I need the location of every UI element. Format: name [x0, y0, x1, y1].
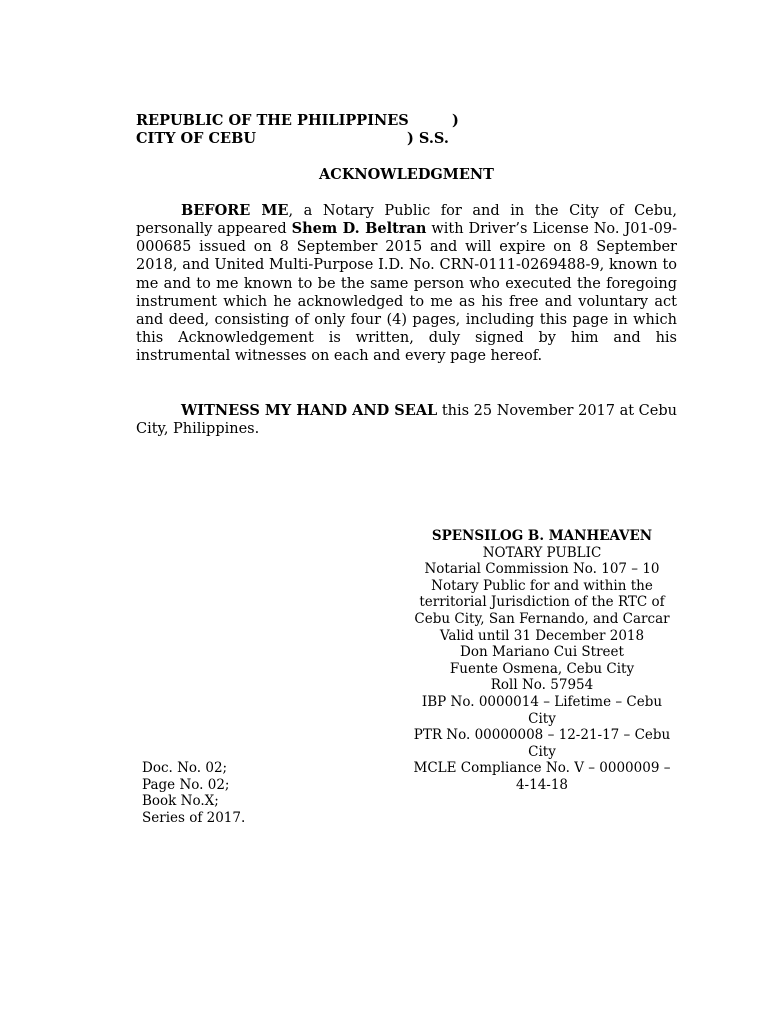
venue-line-republic — [136, 112, 459, 130]
ptr-number: PTR No. 00000008 – 12-21-17 – Cebu City — [413, 727, 671, 760]
venue-header — [136, 112, 459, 148]
notary-jurisdiction: Notary Public for and within the territorial Jurisdiction of the RTC of Cebu City, San Fernando, and Carcar — [414, 577, 670, 627]
mcle-compliance: MCLE Compliance No. V – 0000009 – 4-14-18 — [413, 760, 671, 793]
notarial-commission: Notarial Commission No. 107 – 10 — [424, 561, 660, 578]
appearing-person-name: Shem D. Beltran — [291, 220, 427, 238]
witness-lead: WITNESS MY HAND AND SEAL — [181, 402, 438, 419]
doc-number: Doc. No. 02; — [142, 760, 228, 776]
notary-name: SPENSILOG B. MANHEAVEN — [431, 528, 653, 544]
notary-signature-block — [412, 528, 672, 794]
office-city: Fuente Osmena, Cebu City — [449, 660, 635, 677]
office-street: Don Mariano Cui Street — [460, 644, 624, 661]
series-year: Series of 2017. — [142, 809, 246, 826]
document-title: ACKNOWLEDGMENT — [319, 166, 494, 183]
paragraph1-text-b: with Driver’s License No. J01-09-000685 issued on 8 September 2015 and will expire on 8 September 2018, and United Multi-Purpose I.D. No. CRN-0111-0269488-9, known to me and to me known to be the same person who executed the foregoing instrument which he acknowledged to me as his free and voluntary act and deed, consisting of only four (4) pages, including this page in which this Acknowledgement is written, duly signed by him and his instrumental witnesses on each and every page hereof. — [136, 221, 677, 365]
before-me-lead: BEFORE ME — [181, 202, 289, 219]
venue-ss-label: ) S.S. — [407, 130, 449, 147]
page-number: Page No. 02; — [142, 776, 230, 793]
document-register-info — [142, 760, 245, 826]
commission-validity: Valid until 31 December 2018 — [439, 627, 645, 644]
witness-text: this 25 November 2017 at Cebu City, Philippines. — [136, 403, 677, 438]
venue-line-city — [136, 130, 449, 148]
paragraph1-text-a: , a Notary Public for and in the City of Cebu, personally appeared — [136, 203, 677, 238]
ibp-number: IBP No. 0000014 – Lifetime – Cebu City — [421, 693, 663, 727]
venue-city-text: CITY OF CEBU — [136, 130, 256, 147]
notary-title: NOTARY PUBLIC — [482, 544, 602, 561]
venue-republic-text: REPUBLIC OF THE PHILIPPINES — [136, 112, 409, 129]
book-number: Book No.X; — [142, 793, 219, 810]
venue-republic-paren: ) — [452, 112, 459, 129]
witness-paragraph — [136, 402, 677, 438]
roll-number: Roll No. 57954 — [490, 677, 594, 694]
acknowledgment-paragraph — [136, 202, 677, 365]
